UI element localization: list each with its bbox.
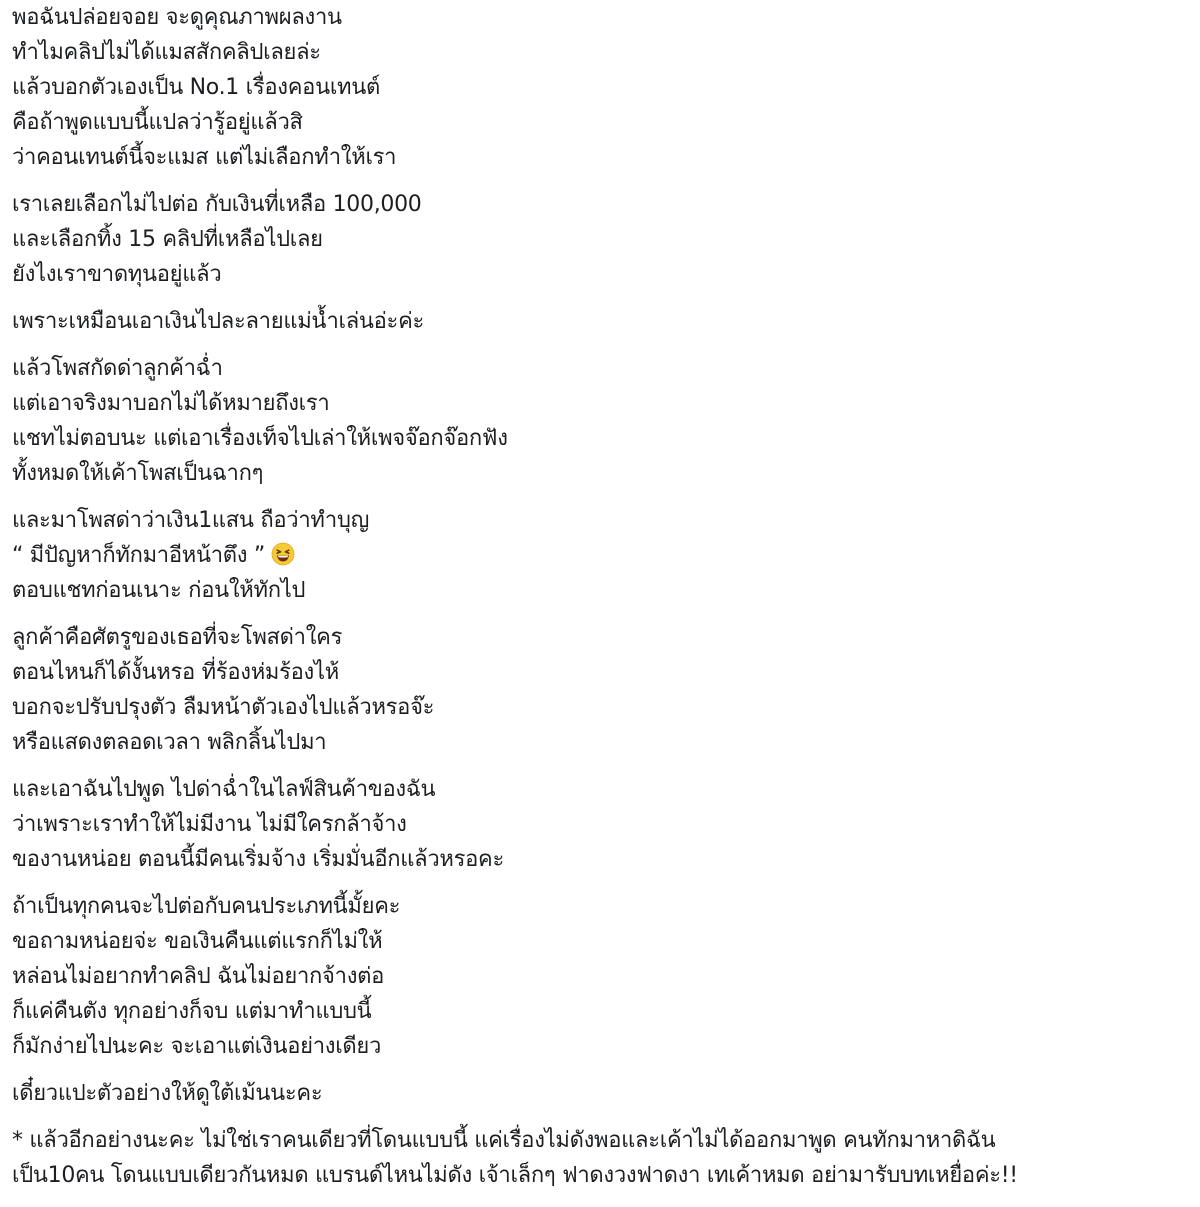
paragraph [12,0,1188,175]
text-line: ลูกค้าคือศัตรูของเธอที่จะโพสด่าใคร [12,625,343,650]
text-line: เดี๋ยวแปะตัวอย่างให้ดูใต้เม้นนะคะ [12,1081,323,1106]
text-line: ทำไมคลิปไม่ได้แมสสักคลิปเลยล่ะ [12,40,321,65]
grinning-squinting-face-icon [271,542,295,566]
text-line: เป็น10คน โดนแบบเดียวกันหมด แบรนด์ไหนไม่ดัง เจ้าเล็กๆ ฟาดงวงฟาดงา เทเค้าหมด อย่ามารับบทเหยื่อค่ะ!! [12,1163,1018,1188]
text-line: เราเลยเลือกไม่ไปต่อ กับเงินที่เหลือ 100,000 [12,192,422,217]
text-line: บอกจะปรับปรุงตัว ลืมหน้าตัวเองไปแล้วหรอจ๊ะ [12,695,435,720]
text-line: และเอาฉันไปพูด ไปด่าฉ่ำในไลฟ์สินค้าของฉัน [12,777,436,802]
text-line: และเลือกทิ้ง 15 คลิปที่เหลือไปเลย [12,227,323,252]
paragraph [12,1076,1188,1111]
text-line: ตอบแชทก่อนเนาะ ก่อนให้ทักไป [12,578,306,603]
text-line: แล้วโพสกัดด่าลูกค้าฉ่ำ [12,356,223,381]
text-line: แต่เอาจริงมาบอกไม่ได้หมายถึงเรา [12,391,330,416]
paragraph [12,772,1188,877]
text-line: ก็แค่คืนตัง ทุกอย่างก็จบ แต่มาทำแบบนี้ [12,999,372,1024]
text-line: ว่าเพราะเราทำให้ไม่มีงาน ไม่มีใครกล้าจ้าง [12,812,407,837]
text-line: ยังไงเราขาดทุนอยู่แล้ว [12,262,222,287]
paragraph [12,503,1188,608]
paragraph [12,187,1188,292]
paragraph [12,620,1188,760]
post-body [12,0,1188,1205]
text-line: ว่าคอนเทนต์นี้จะแมส แต่ไม่เลือกทำให้เรา [12,145,397,170]
text-line: พอฉันปล่อยจอย จะดูคุณภาพผลงาน [12,5,342,30]
text-line: หรือแสดงตลอดเวลา พลิกลิ้นไปมา [12,730,327,755]
quote-text: “ มีปัญหาก็ทักมาอีหน้าตึง ” [12,543,265,568]
footnote-paragraph [12,1123,1188,1193]
paragraph [12,304,1188,339]
text-line: ขอถามหน่อยจ่ะ ขอเงินคืนแต่แรกก็ไม่ให้ [12,929,383,954]
text-line-with-emoji [12,538,1188,573]
text-line: หล่อนไม่อยากทำคลิป ฉันไม่อยากจ้างต่อ [12,964,385,989]
text-line: แล้วบอกตัวเองเป็น No.1 เรื่องคอนเทนต์ [12,75,380,100]
paragraph [12,351,1188,491]
text-line: เพราะเหมือนเอาเงินไปละลายแม่น้ำเล่นอ่ะค่ะ [12,309,424,334]
text-line: ตอนไหนก็ได้งั้นหรอ ที่ร้องห่มร้องไห้ [12,660,339,685]
text-line: ของานหน่อย ตอนนี้มีคนเริ่มจ้าง เริ่มมั่นอีกแล้วหรอคะ [12,847,504,872]
text-line: คือถ้าพูดแบบนี้แปลว่ารู้อยู่แล้วสิ [12,110,303,135]
text-line: และมาโพสด่าว่าเงิน1แสน ถือว่าทำบุญ [12,508,370,533]
paragraph [12,889,1188,1064]
text-line: ถ้าเป็นทุกคนจะไปต่อกับคนประเภทนี้มั้ยคะ [12,894,401,919]
text-line: * แล้วอีกอย่างนะคะ ไม่ใช่เราคนเดียวที่โดนแบบนี้ แค่เรื่องไม่ดังพอและเค้าไม่ได้ออกมาพูด คนทักมาหาดิฉัน [12,1128,996,1153]
text-line: ทั้งหมดให้เค้าโพสเป็นฉากๆ [12,461,264,486]
text-line: แชทไม่ตอบนะ แต่เอาเรื่องเท็จไปเล่าให้เพจจ๊อกจ๊อกฟัง [12,426,508,451]
text-line: ก็มักง่ายไปนะคะ จะเอาแต่เงินอย่างเดียว [12,1034,382,1059]
